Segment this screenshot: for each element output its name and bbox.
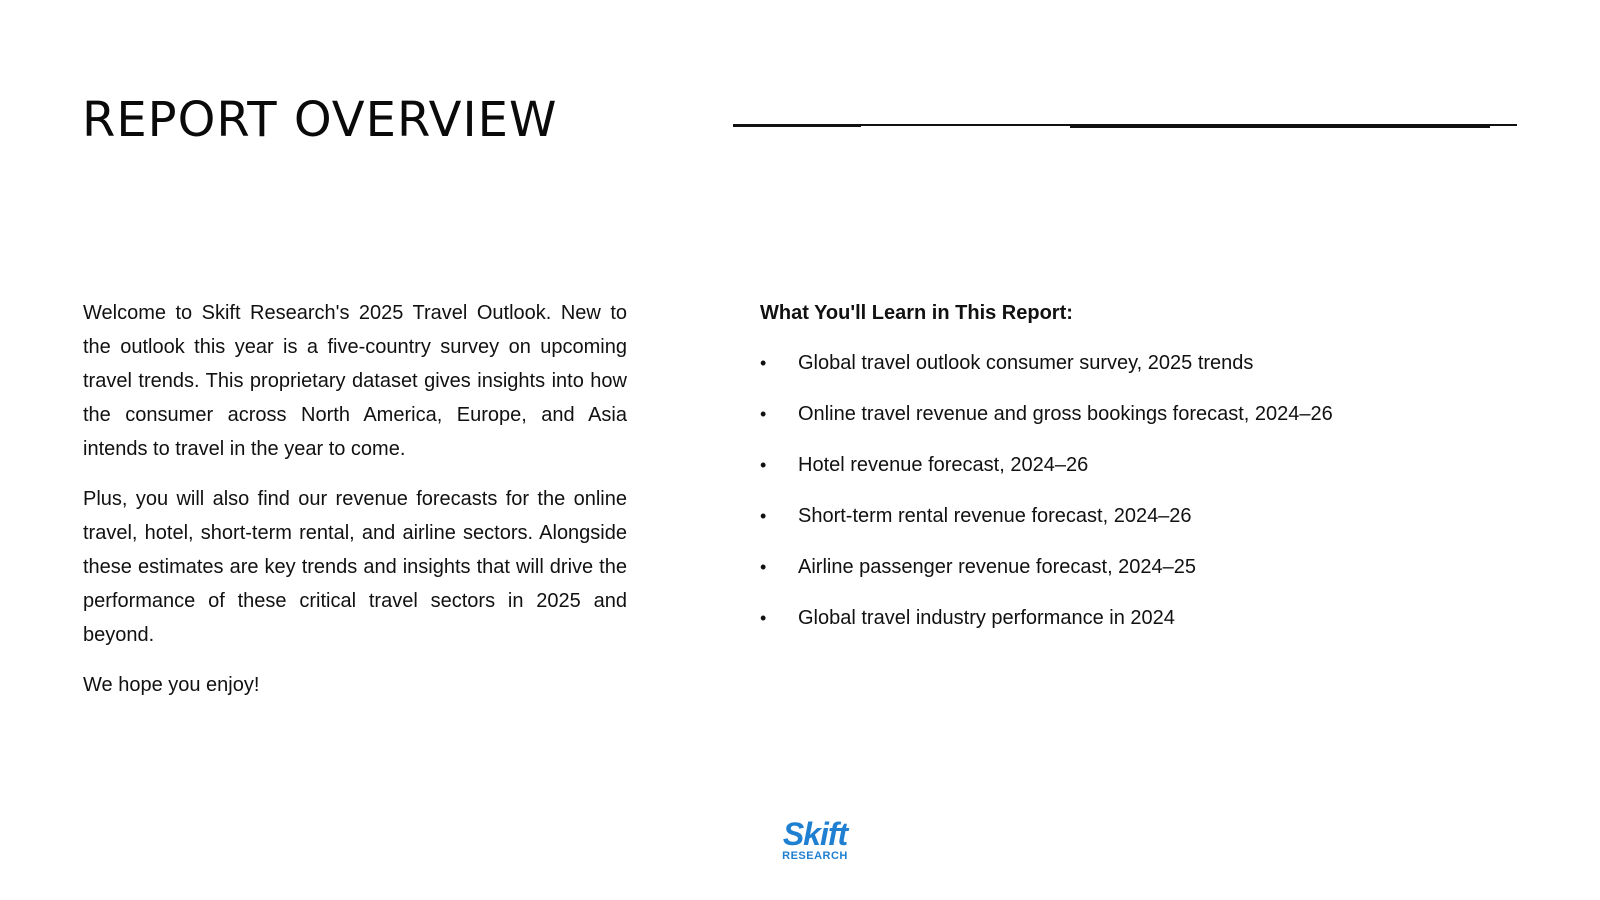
- list-item-label: Short-term rental revenue forecast, 2024–26: [798, 505, 1192, 527]
- bullet-icon: •: [760, 608, 767, 628]
- title-divider-segment: [1070, 125, 1490, 128]
- list-item: [760, 605, 1540, 656]
- bullet-icon: •: [760, 557, 767, 577]
- bullet-icon: •: [760, 404, 767, 424]
- list-item-label: Online travel revenue and gross bookings forecast, 2024–26: [798, 403, 1333, 425]
- list-item: [760, 452, 1540, 503]
- list-item: [760, 350, 1540, 401]
- list-item: [760, 503, 1540, 554]
- intro-closing: We hope you enjoy!: [83, 674, 260, 696]
- list-item-label: Airline passenger revenue forecast, 2024–25: [798, 556, 1197, 578]
- learn-section: [760, 296, 1540, 656]
- page-title: REPORT OVERVIEW: [82, 92, 558, 148]
- intro-paragraph: Welcome to Skift Research's 2025 Travel Outlook. New to the outlook this year is a five-country survey on upcoming travel trends. This proprietary dataset gives insights into how the consumer across North America, Europe, and Asia intends to travel in the year to come.: [83, 302, 627, 460]
- bullet-icon: •: [760, 455, 767, 475]
- list-item-label: Global travel outlook consumer survey, 2025 trends: [798, 352, 1254, 374]
- intro-text: [83, 296, 627, 718]
- intro-paragraph: Plus, you will also find our revenue forecasts for the online travel, hotel, short-term rental, and airline sectors. Alongside these estimates are key trends and insights that will drive the performance of these critical travel sectors in 2025 and beyond.: [83, 488, 627, 646]
- logo-wordmark: Skift: [782, 816, 848, 852]
- title-divider-segment: [733, 124, 861, 127]
- list-item: [760, 401, 1540, 452]
- logo-subtitle: RESEARCH: [782, 850, 848, 862]
- list-item-label: Hotel revenue forecast, 2024–26: [798, 454, 1089, 476]
- bullet-icon: •: [760, 353, 767, 373]
- learn-heading: What You'll Learn in This Report:: [760, 302, 1073, 324]
- list-item-label: Global travel industry performance in 2024: [798, 607, 1175, 629]
- bullet-icon: •: [760, 506, 767, 526]
- list-item: [760, 554, 1540, 605]
- learn-list: [760, 350, 1540, 656]
- skift-research-logo: [774, 818, 856, 862]
